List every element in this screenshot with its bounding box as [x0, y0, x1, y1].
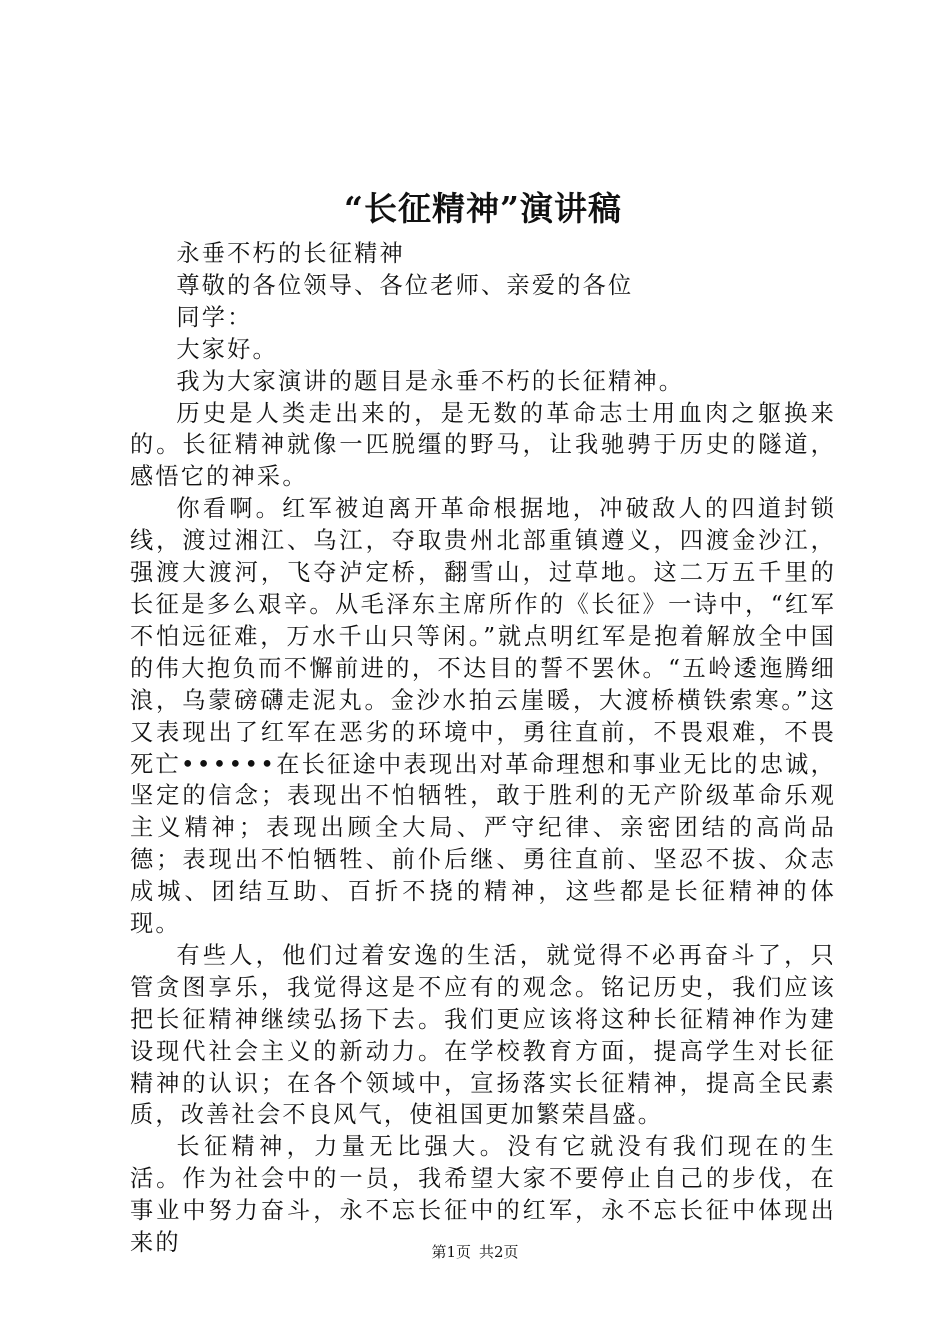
- page-total: 共2页: [479, 1243, 519, 1261]
- body-paragraph: 永垂不朽的长征精神: [176, 240, 405, 267]
- body-paragraph: 同学：: [176, 303, 253, 331]
- body-paragraph: 你看啊。红军被迫离开革命根据地，冲破敌人的四道封锁线，渡过湘江、乌江，夺取贵州北部重镇遵义，四渡金沙江，强渡大渡河，飞夺泸定桥，翻雪山，过草地。这二万五千里的长征是多么艰辛。从毛泽东主席所作的《长征》一诗中，“红军不怕远征难，万水千山只等闲。”就点明红军是抱着解放全中国的伟大抱负而不懈前进的，不达目的誓不罢休。“五岭逶迤腾细浪，乌蒙磅礴走泥丸。金沙水拍云崖暖，大渡桥横铁索寒。”这又表现出了红军在恶劣的环境中，勇往直前，不畏艰难，不畏死亡••••••在长征途中表现出对革命理想和事业无比的忠诚，坚定的信念；表现出不怕牺牲，敢于胜利的无产阶级革命乐观主义精神；表现出顾全大局、严守纪律、亲密团结的高尚品德；表现出不怕牺牲、前仆后继、勇往直前、坚忍不拔、众志成城、团结互助、百折不挠的精神，这些都是长征精神的体现。: [130, 495, 836, 938]
- document-title: “长征精神”演讲稿: [344, 189, 622, 228]
- page-number: 第1页: [431, 1243, 471, 1261]
- body-paragraph: 大家好。: [176, 335, 278, 363]
- body-paragraph: 长征精神，力量无比强大。没有它就没有我们现在的生活。作为社会中的一员，我希望大家不要停止自己的步伐，在事业中努力奋斗，永不忘长征中的红军，永不忘长征中体现出来的: [130, 1133, 836, 1257]
- page-footer: [0, 1241, 950, 1263]
- body-paragraph: 有些人，他们过着安逸的生活，就觉得不必再奋斗了，只管贪图享乐，我觉得这是不应有的观念。铭记历史，我们应该把长征精神继续弘扬下去。我们更应该将这种长征精神作为建设现代社会主义的新动力。在学校教育方面，提高学生对长征精神的认识；在各个领域中，宣扬落实长征精神，提高全民素质，改善社会不良风气，使祖国更加繁荣昌盛。: [130, 941, 836, 1129]
- body-paragraph: 历史是人类走出来的，是无数的革命志士用血肉之躯换来的。长征精神就像一匹脱缰的野马，让我驰骋于历史的隧道，感悟它的神采。: [130, 399, 836, 491]
- body-paragraph: 尊敬的各位领导、各位老师、亲爱的各位: [176, 271, 634, 299]
- document-body: [130, 238, 836, 1259]
- body-paragraph: 我为大家演讲的题目是永垂不朽的长征精神。: [176, 367, 685, 395]
